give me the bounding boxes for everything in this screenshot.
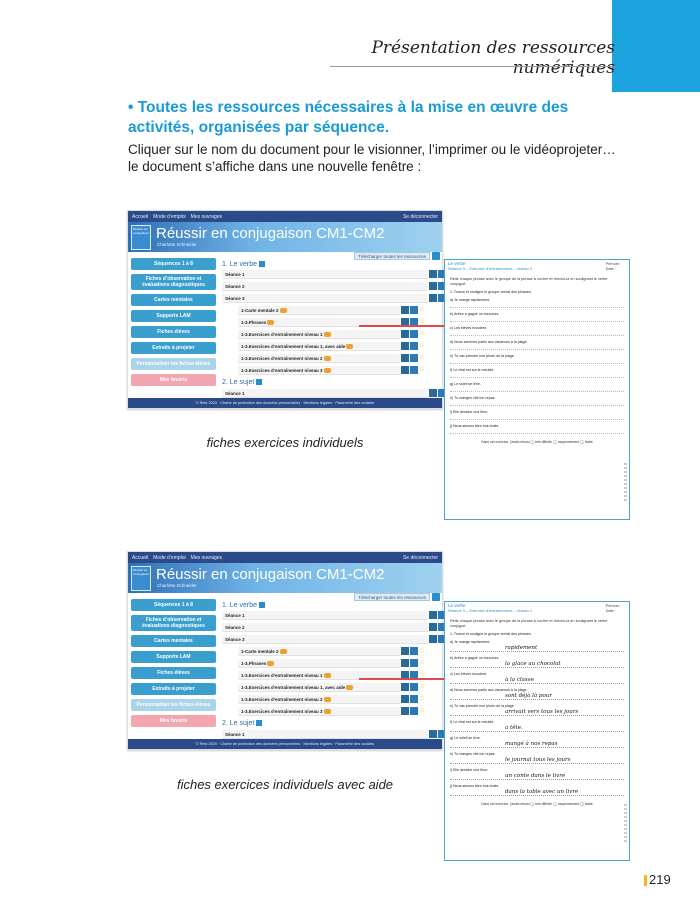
caption-first: fiches exercices individuels: [206, 435, 364, 450]
caption-second: fiches exercices individuels avec aide: [176, 777, 394, 792]
edit-icon[interactable]: [401, 306, 409, 314]
answer-line: [450, 372, 624, 378]
pencil-icon[interactable]: [256, 720, 262, 726]
document-row[interactable]: 1-Carte mentale 2 ☆: [238, 306, 400, 315]
answer-line: à la classe: [450, 676, 624, 684]
worksheet-question: g) Le soleil se lève.: [450, 736, 481, 740]
sidebar-item[interactable]: Extraits à projeter: [131, 342, 216, 354]
top-navigation: [128, 552, 442, 563]
file-icon[interactable]: [324, 697, 331, 702]
app-screenshot: [127, 551, 443, 750]
seance-row[interactable]: Séance 1: [222, 270, 428, 279]
download-icon[interactable]: [410, 695, 418, 703]
page-number-marker: [644, 875, 647, 886]
answer-line: [450, 414, 624, 420]
seance-row[interactable]: Séance 3: [222, 294, 428, 303]
worksheet-question: e) Tu vas prendre une photo de la plage.: [450, 354, 515, 358]
seance-row[interactable]: Séance 2: [222, 623, 428, 632]
download-icon[interactable]: [410, 330, 418, 338]
intro-bullet: • Toutes les ressources nécessaires à la mise en œuvre des activités, organisées par séquence.: [128, 99, 569, 136]
self-assessment: Dans cet exercice, j’avais réussi ◯ très difficile ◯ moyennement ◯ facile: [481, 440, 593, 444]
file-icon[interactable]: [324, 356, 331, 361]
nav-item[interactable]: Accueil: [132, 554, 149, 561]
seance-row[interactable]: Séance 1: [222, 730, 428, 739]
star-icon[interactable]: ☆: [419, 306, 426, 313]
answer-line: dans la table avec un livre: [450, 788, 624, 796]
file-icon[interactable]: [324, 673, 331, 678]
pencil-icon[interactable]: [259, 261, 265, 267]
worksheet-title: Séance 3 – Exercice d’entraînement – niveau 1: [448, 266, 533, 271]
arrow-icon: [359, 325, 455, 327]
answer-line: la glace au chocolat: [450, 660, 624, 668]
arrow-icon: [359, 678, 455, 680]
edit-icon[interactable]: [401, 330, 409, 338]
edit-icon[interactable]: [429, 623, 437, 631]
sidebar-item[interactable]: Extraits à projeter: [131, 683, 216, 695]
app-title: Réussir en conjugaison CM1-CM2: [156, 225, 385, 242]
download-icon[interactable]: [410, 707, 418, 715]
document-row[interactable]: 1-3.Exercices d’entraînement niveau 2 ☆: [238, 695, 400, 704]
sidebar-item[interactable]: Mes favoris: [131, 374, 216, 386]
answer-line: [450, 400, 624, 406]
worksheet-question: j) Nous aimons bien nos chats.: [450, 424, 500, 428]
document-row[interactable]: 1-3.Phrases ☆: [238, 659, 400, 668]
download-icon[interactable]: [410, 683, 418, 691]
answer-line: [450, 344, 624, 350]
worksheet-question: b) Arthur a gagné un concours.: [450, 312, 500, 316]
document-row[interactable]: 1-3.Exercices d’entraînement niveau 1, avec aide ☆: [238, 342, 400, 351]
worksheet-preview-with-help: [444, 601, 630, 861]
file-icon[interactable]: [324, 332, 331, 337]
app-screenshot: [127, 210, 443, 409]
answer-line: rapidement: [450, 644, 624, 652]
worksheet-header: [445, 602, 629, 616]
book-cover: Réussir en conjugaison: [131, 225, 151, 250]
edit-icon[interactable]: [429, 635, 437, 643]
document-row[interactable]: 1-3.Exercices d’entraînement niveau 2 ☆: [238, 354, 400, 363]
worksheet-question: c) Les élèves écoutent.: [450, 672, 487, 676]
worksheet-question: a) Je mange rapidement.: [450, 298, 490, 302]
answer-line: arrivait vers tous les jours: [450, 708, 624, 716]
pencil-icon[interactable]: [259, 602, 265, 608]
intro-line-2: le document s’affiche dans une nouvelle fenêtre :: [128, 159, 422, 174]
answer-line: [450, 386, 624, 392]
file-icon[interactable]: [346, 685, 353, 690]
sidebar-item[interactable]: Cartes mentales: [131, 294, 216, 306]
pencil-icon[interactable]: [256, 379, 262, 385]
file-icon[interactable]: [280, 649, 287, 654]
star-icon[interactable]: ☆: [419, 342, 426, 349]
download-icon[interactable]: [410, 342, 418, 350]
document-row[interactable]: 1-3.Phrases ☆: [238, 318, 400, 327]
sidebar-item[interactable]: Personnaliser les fiches élèves: [131, 358, 216, 370]
edit-icon[interactable]: [429, 730, 437, 738]
worksheet-label: Le verbe: [448, 261, 466, 266]
answer-line: sont déjà là pour: [450, 692, 624, 700]
answer-line: mangé à nos repas: [450, 740, 624, 748]
section-title: 2. Le sujet: [222, 379, 262, 386]
running-title-rule: [330, 66, 615, 67]
download-icon[interactable]: [410, 659, 418, 667]
worksheet-question: e) Tu vas prendre une photo de la plage.: [450, 704, 515, 708]
nav-item[interactable]: Mes ouvrages: [190, 554, 223, 561]
download-icon[interactable]: [410, 306, 418, 314]
worksheet-instruction: Relie chaque phrase avec le groupe de la phrase à cocher et réécris-la en soulignant le verbe conjugué.: [450, 619, 608, 628]
sidebar: [131, 599, 216, 731]
star-icon[interactable]: ☆: [419, 366, 426, 373]
star-icon[interactable]: ☆: [419, 695, 426, 702]
worksheet-question: 1. Trouve et souligne le groupe verbal des phrases.: [450, 290, 532, 294]
answer-line: [450, 358, 624, 364]
edit-icon[interactable]: [401, 342, 409, 350]
section-title: 2. Le sujet: [222, 720, 262, 727]
edit-icon[interactable]: [429, 611, 437, 619]
sidebar-item[interactable]: Mes favoris: [131, 715, 216, 727]
worksheet-question: h) Tu manges vite ton repas.: [450, 752, 496, 756]
top-navigation: [128, 211, 442, 222]
star-icon[interactable]: ☆: [419, 707, 426, 714]
app-banner: [128, 563, 442, 593]
nav-item[interactable]: Mes ouvrages: [190, 213, 223, 220]
edit-icon[interactable]: [401, 354, 409, 362]
page-number: 219: [649, 872, 671, 887]
sidebar-item[interactable]: Séquences 1 à 8: [131, 258, 216, 270]
logout-link[interactable]: Se déconnecter: [402, 554, 438, 561]
worksheet-body: [445, 619, 629, 806]
side-copyright: [624, 802, 627, 842]
worksheet-question: i) Elle dessine une fleur.: [450, 768, 489, 772]
worksheet-question: f) Le chat est sur le meuble.: [450, 720, 495, 724]
author: Charlotte Schneider: [157, 583, 197, 588]
download-icon[interactable]: [410, 366, 418, 374]
edit-icon[interactable]: [401, 683, 409, 691]
star-icon[interactable]: ☆: [419, 318, 426, 325]
sidebar-item[interactable]: Fiches d’observation et évaluations diagnostiques: [131, 274, 216, 290]
corner-tab: [612, 0, 700, 92]
worksheet-question: j) Nous aimons bien nos chats.: [450, 784, 500, 788]
name-date-fields: Prénom : Date :: [605, 604, 621, 613]
answer-line: un conte dans le livre: [450, 772, 624, 780]
app-footer: © Retz 2020 · Charte de protection des données personnelles · Mentions légales · Paramètre des cookies: [128, 739, 442, 749]
app-title: Réussir en conjugaison CM1-CM2: [156, 566, 385, 583]
download-icon[interactable]: [410, 647, 418, 655]
answer-line: [450, 302, 624, 308]
star-icon[interactable]: ☆: [419, 671, 426, 678]
star-icon[interactable]: ☆: [419, 330, 426, 337]
worksheet-label: Le verbe: [448, 603, 466, 608]
worksheet-question: f) Le chat est sur le meuble.: [450, 368, 495, 372]
sidebar-item[interactable]: Supports LAM: [131, 651, 216, 663]
sidebar-item[interactable]: Fiches élèves: [131, 667, 216, 679]
sidebar-item[interactable]: Fiches d’observation et évaluations diagnostiques: [131, 615, 216, 631]
document-row[interactable]: 1-Carte mentale 2 ☆: [238, 647, 400, 656]
seance-row[interactable]: Séance 1: [222, 389, 428, 398]
sidebar-item[interactable]: Fiches élèves: [131, 326, 216, 338]
logout-link[interactable]: Se déconnecter: [402, 213, 438, 220]
edit-icon[interactable]: [429, 294, 437, 302]
seance-row[interactable]: Séance 2: [222, 282, 428, 291]
star-icon[interactable]: ☆: [419, 354, 426, 361]
worksheet-header: [445, 260, 629, 274]
worksheet-question: d) Nous sommes partis aux vacances à la plage.: [450, 688, 528, 692]
answer-line: [450, 330, 624, 336]
intro-line-1: Cliquer sur le nom du document pour le visionner, l’imprimer ou le vidéoprojeter…: [128, 142, 616, 157]
author: Charlotte Schneider: [157, 242, 197, 247]
running-title: Présentation des ressources numériques: [371, 38, 615, 78]
worksheet-question: 1. Trouve et souligne le groupe verbal des phrases.: [450, 632, 532, 636]
document-row[interactable]: 1-3.Exercices d’entraînement niveau 1, avec aide ☆: [238, 683, 400, 692]
download-all-button[interactable]: Télécharger toutes les ressources: [354, 593, 430, 601]
worksheet-question: h) Tu manges vite ton repas.: [450, 396, 496, 400]
seance-row[interactable]: Séance 1: [222, 611, 428, 620]
edit-icon[interactable]: [401, 366, 409, 374]
answer-line: [450, 316, 624, 322]
worksheet-question: b) Arthur a gagné un concours.: [450, 656, 500, 660]
book-cover: Réussir en conjugaison: [131, 566, 151, 591]
worksheet-instruction: Relie chaque phrase avec le groupe de la phrase à cocher et réécris-la en soulignant le verbe conjugué.: [450, 277, 608, 286]
app-banner: [128, 222, 442, 252]
file-icon[interactable]: [280, 308, 287, 313]
download-icon[interactable]: [410, 354, 418, 362]
sidebar-item[interactable]: Supports LAM: [131, 310, 216, 322]
worksheet-question: d) Nous sommes partis aux vacances à la plage.: [450, 340, 528, 344]
side-copyright: [624, 461, 627, 501]
worksheet-title: Séance 3 – Exercice d’entraînement – niveau 1: [448, 608, 533, 613]
answer-line: [450, 428, 624, 434]
edit-icon[interactable]: [429, 389, 437, 397]
worksheet-body: [445, 277, 629, 444]
download-all-button[interactable]: Télécharger toutes les ressources: [354, 252, 430, 260]
edit-icon[interactable]: [401, 647, 409, 655]
nav-item[interactable]: Mode d’emploi: [153, 213, 186, 220]
answer-line: le journal tous les jours: [450, 756, 624, 764]
document-row[interactable]: 1-3.Exercices d’entraînement niveau 1 ☆: [238, 330, 400, 339]
file-icon[interactable]: [267, 320, 274, 325]
nav-item[interactable]: Accueil: [132, 213, 149, 220]
document-row[interactable]: 1-3.Exercices d’entraînement niveau 3 ☆: [238, 366, 400, 375]
worksheet-question: c) Les élèves écoutent.: [450, 326, 487, 330]
section-title: 1. Le verbe: [222, 602, 265, 609]
file-icon[interactable]: [324, 368, 331, 373]
star-icon[interactable]: ☆: [419, 647, 426, 654]
grid-icon[interactable]: [432, 252, 440, 260]
edit-icon[interactable]: [429, 282, 437, 290]
worksheet-preview: [444, 259, 630, 520]
worksheet-question: a) Je mange rapidement.: [450, 640, 490, 644]
star-icon[interactable]: ☆: [419, 659, 426, 666]
name-date-fields: Prénom : Date :: [605, 262, 621, 271]
nav-item[interactable]: Mode d’emploi: [153, 554, 186, 561]
worksheet-question: g) Le soleil se lève.: [450, 382, 481, 386]
self-assessment: Dans cet exercice, j’avais réussi ◯ très difficile ◯ moyennement ◯ facile: [481, 802, 593, 806]
file-icon[interactable]: [267, 661, 274, 666]
edit-icon[interactable]: [401, 695, 409, 703]
seance-row[interactable]: Séance 3: [222, 635, 428, 644]
intro-text: [128, 141, 628, 175]
edit-icon[interactable]: [401, 707, 409, 715]
star-icon[interactable]: ☆: [419, 683, 426, 690]
app-footer: © Retz 2020 · Charte de protection des données personnelles · Mentions légales · Paramètre des cookies: [128, 398, 442, 408]
sidebar-item[interactable]: Personnaliser les fiches élèves: [131, 699, 216, 711]
sidebar-item[interactable]: Séquences 1 à 8: [131, 599, 216, 611]
document-row[interactable]: 1-3.Exercices d’entraînement niveau 3 ☆: [238, 707, 400, 716]
edit-icon[interactable]: [401, 659, 409, 667]
file-icon[interactable]: [324, 709, 331, 714]
sidebar: [131, 258, 216, 390]
file-icon[interactable]: [346, 344, 353, 349]
grid-icon[interactable]: [432, 593, 440, 601]
worksheet-question: i) Elle dessine une fleur.: [450, 410, 489, 414]
answer-line: a tête.: [450, 724, 624, 732]
edit-icon[interactable]: [429, 270, 437, 278]
section-title: 1. Le verbe: [222, 261, 265, 268]
sidebar-item[interactable]: Cartes mentales: [131, 635, 216, 647]
document-row[interactable]: 1-3.Exercices d’entraînement niveau 1 ☆: [238, 671, 400, 680]
